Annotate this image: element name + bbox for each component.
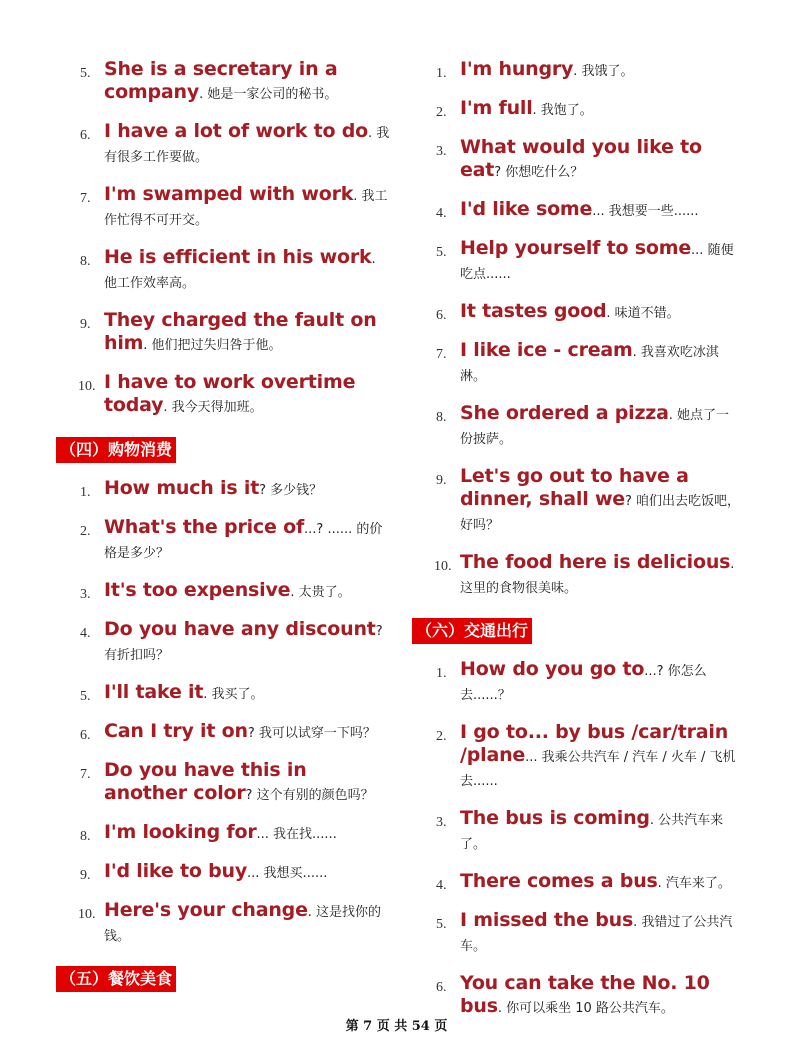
english-phrase: She ordered a pizza xyxy=(460,402,669,424)
chinese-translation: ... 我乘公共汽车 / 汽车 / 火车 / 飞机去...... xyxy=(460,750,736,789)
list-item xyxy=(412,658,742,707)
english-phrase: I'll take it xyxy=(104,681,204,703)
chinese-translation: ... 我想买...... xyxy=(247,866,328,881)
list-item xyxy=(56,579,392,604)
section-5-wrap xyxy=(56,962,392,1006)
section-4-wrap xyxy=(56,433,392,477)
section-heading-shopping: （四）购物消费 xyxy=(56,437,176,463)
english-phrase: How do you go to xyxy=(460,658,645,680)
right-column xyxy=(412,58,742,1034)
english-phrase: He is efficient in his work xyxy=(104,246,372,268)
english-phrase: I'm hungry xyxy=(460,58,574,80)
item-number: 3. xyxy=(436,144,447,159)
english-phrase: I'm full xyxy=(460,97,533,119)
chinese-translation: . 汽车来了。 xyxy=(657,876,731,891)
item-number: 6. xyxy=(80,128,91,143)
chinese-translation: ? 多少钱？ xyxy=(259,483,323,498)
english-phrase: They charged the fault on him xyxy=(104,309,377,354)
english-phrase: What would you like to eat xyxy=(460,136,702,181)
item-number: 9. xyxy=(436,473,447,488)
item-number: 5. xyxy=(436,917,447,932)
list-item xyxy=(412,402,742,451)
section-6-wrap xyxy=(412,614,742,658)
chinese-translation: ? 我可以试穿一下吗？ xyxy=(247,726,376,741)
list-item xyxy=(56,58,392,106)
item-number: 7. xyxy=(80,767,91,782)
item-number: 1. xyxy=(436,666,447,681)
english-phrase: Here's your change xyxy=(104,899,308,921)
item-number: 7. xyxy=(80,191,91,206)
list-item xyxy=(56,183,392,232)
chinese-translation: ? 有折扣吗？ xyxy=(104,624,383,663)
chinese-translation: ... 我想要一些...... xyxy=(592,204,699,219)
english-phrase: How much is it xyxy=(104,477,260,499)
english-phrase: I have a lot of work to do xyxy=(104,120,368,142)
english-phrase: Do you have this in another color xyxy=(104,759,307,804)
list-item xyxy=(56,618,392,667)
chinese-translation: ? 这个有别的颜色吗？ xyxy=(245,788,374,803)
english-phrase: I missed the bus xyxy=(460,909,634,931)
list-item xyxy=(412,721,742,793)
english-phrase: You can take the No. 10 bus xyxy=(460,972,710,1017)
list-item xyxy=(412,465,742,537)
chinese-translation: . 我今天得加班。 xyxy=(163,400,263,415)
item-number: 8. xyxy=(436,410,447,425)
english-phrase: I go to... by bus /car/train /plane xyxy=(460,721,729,766)
item-number: 7. xyxy=(436,347,447,362)
list-item xyxy=(412,551,742,600)
phrase-list-shopping xyxy=(56,477,392,948)
list-item xyxy=(56,759,392,807)
list-item xyxy=(412,136,742,184)
item-number: 8. xyxy=(80,254,91,269)
chinese-translation: . 味道不错。 xyxy=(606,306,680,321)
english-phrase: I'd like to buy xyxy=(104,860,248,882)
item-number: 4. xyxy=(436,206,447,221)
chinese-translation: . 这是找你的钱。 xyxy=(104,905,382,944)
list-item xyxy=(56,246,392,295)
list-item xyxy=(56,681,392,706)
chinese-translation: . 她点了一份披萨。 xyxy=(460,408,730,447)
chinese-translation: ... 随便吃点...... xyxy=(460,243,734,282)
phrase-list-work xyxy=(56,58,392,419)
chinese-translation: . 我错过了公共汽车。 xyxy=(460,915,733,954)
english-phrase: Do you have any discount xyxy=(104,618,376,640)
item-number: 2. xyxy=(436,105,447,120)
item-number: 2. xyxy=(80,524,91,539)
english-phrase: Can I try it on xyxy=(104,720,248,742)
chinese-translation: ... 我在找...... xyxy=(256,827,337,842)
item-number: 10. xyxy=(78,907,96,922)
list-item xyxy=(412,58,742,83)
chinese-translation: ...? ...... 的价格是多少？ xyxy=(104,522,383,561)
list-item xyxy=(412,198,742,223)
item-number: 3. xyxy=(80,587,91,602)
chinese-translation: . 你可以乘坐 10 路公共汽车。 xyxy=(497,1001,674,1016)
phrase-list-transport xyxy=(412,658,742,1020)
english-phrase: The bus is coming xyxy=(460,807,650,829)
english-phrase: I have to work overtime today xyxy=(104,371,356,416)
list-item xyxy=(412,339,742,388)
chinese-translation: . 太贵了。 xyxy=(290,585,351,600)
left-column xyxy=(56,58,392,1006)
item-number: 9. xyxy=(80,317,91,332)
chinese-translation: . 他工作效率高。 xyxy=(104,252,376,291)
list-item xyxy=(412,972,742,1020)
item-number: 3. xyxy=(436,815,447,830)
list-item xyxy=(56,309,392,357)
chinese-translation: . 我买了。 xyxy=(203,687,264,702)
english-phrase: She is a secretary in a company xyxy=(104,58,338,103)
chinese-translation: . 我工作忙得不可开交。 xyxy=(104,189,388,228)
item-number: 5. xyxy=(436,245,447,260)
english-phrase: Help yourself to some xyxy=(460,237,692,259)
list-item xyxy=(412,237,742,286)
item-number: 4. xyxy=(436,878,447,893)
item-number: 5. xyxy=(80,689,91,704)
item-number: 6. xyxy=(436,308,447,323)
english-phrase: It tastes good xyxy=(460,300,607,322)
item-number: 4. xyxy=(80,626,91,641)
list-item xyxy=(56,899,392,948)
list-item xyxy=(56,371,392,419)
item-number: 2. xyxy=(436,729,447,744)
chinese-translation: ? 你想吃什么？ xyxy=(494,165,584,180)
chinese-translation: ? 咱们出去吃饭吧，好吗？ xyxy=(460,494,741,533)
section-heading-transport: （六）交通出行 xyxy=(412,618,532,644)
item-number: 6. xyxy=(436,980,447,995)
item-number: 5. xyxy=(80,66,91,81)
english-phrase: I'd like some xyxy=(460,198,593,220)
english-phrase: I'm swamped with work xyxy=(104,183,354,205)
list-item xyxy=(56,821,392,846)
chinese-translation: . 我喜欢吃冰淇淋。 xyxy=(460,345,719,384)
chinese-translation: . 我有很多工作要做。 xyxy=(104,126,390,165)
item-number: 9. xyxy=(80,868,91,883)
item-number: 6. xyxy=(80,728,91,743)
section-heading-dining: （五）餐饮美食 xyxy=(56,966,176,992)
list-item xyxy=(56,720,392,745)
chinese-translation: . 这里的食物很美味。 xyxy=(460,557,735,596)
list-item xyxy=(56,516,392,565)
phrase-list-dining xyxy=(412,58,742,600)
chinese-translation: . 他们把过失归咎于他。 xyxy=(143,338,282,353)
chinese-translation: . 她是一家公司的秘书。 xyxy=(199,87,338,102)
item-number: 10. xyxy=(434,559,452,574)
english-phrase: What's the price of xyxy=(104,516,305,538)
item-number: 1. xyxy=(80,485,91,500)
list-item xyxy=(56,120,392,169)
english-phrase: I like ice - cream xyxy=(460,339,633,361)
chinese-translation: . 我饱了。 xyxy=(532,103,593,118)
english-phrase: Let's go out to have a dinner, shall we xyxy=(460,465,689,510)
chinese-translation: . 我饿了。 xyxy=(573,64,634,79)
list-item xyxy=(56,477,392,502)
item-number: 1. xyxy=(436,66,447,81)
chinese-translation: ...? 你怎么去......？ xyxy=(460,664,707,703)
english-phrase: It's too expensive xyxy=(104,579,291,601)
chinese-translation: . 公共汽车来了。 xyxy=(460,813,724,852)
item-number: 10. xyxy=(78,379,96,394)
english-phrase: I'm looking for xyxy=(104,821,257,843)
list-item xyxy=(412,909,742,958)
list-item xyxy=(412,807,742,856)
page-footer: 第 7 页 共 54 页 xyxy=(345,1019,448,1034)
english-phrase: There comes a bus xyxy=(460,870,658,892)
list-item xyxy=(56,860,392,885)
list-item xyxy=(412,97,742,122)
list-item xyxy=(412,870,742,895)
list-item xyxy=(412,300,742,325)
item-number: 8. xyxy=(80,829,91,844)
english-phrase: The food here is delicious xyxy=(460,551,731,573)
